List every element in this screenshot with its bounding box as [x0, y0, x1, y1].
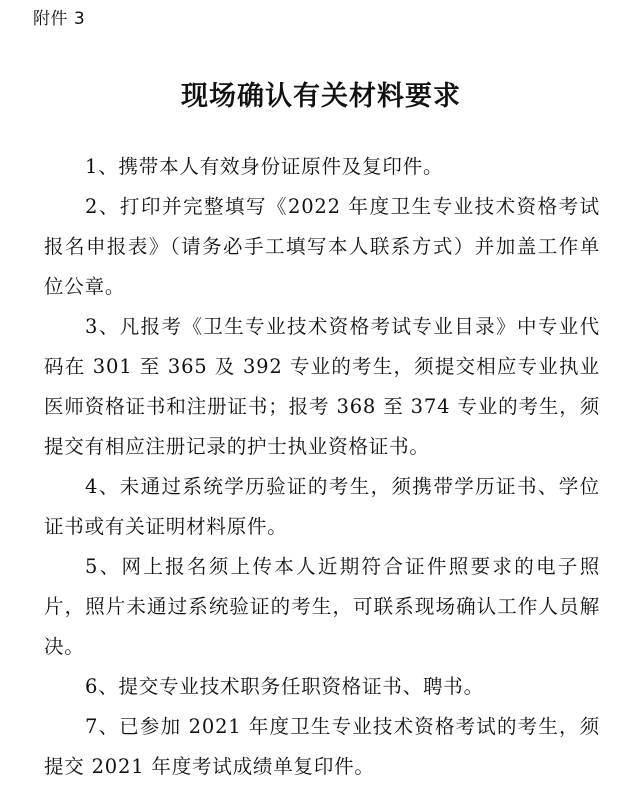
requirement-item-5: 5、网上报名须上传本人近期符合证件照要求的电子照片，照片未通过系统验证的考生，可联系现场确认工作人员解决。: [44, 555, 600, 658]
requirement-item-6: 6、提交专业技术职务任职资格证书、聘书。: [85, 675, 484, 698]
requirement-item-3: 3、凡报考《卫生专业技术资格考试专业目录》中专业代码在 301 至 365 及 392 专业的考生，须提交相应专业执业医师资格证书和注册证书；报考 368 至 374 专业的考生，须提交有相应注册记录的护士执业资格证书。: [44, 315, 600, 458]
requirement-item-2: 2、打印并完整填写《2022 年度卫生专业技术资格考试报名申报表》（请务必手工填写本人联系方式）并加盖工作单位公章。: [44, 195, 600, 298]
document-title: 现场确认有关材料要求: [181, 81, 461, 112]
requirement-item-7: 7、已参加 2021 年度卫生专业技术资格考试的考生，须提交 2021 年度考试成绩单复印件。: [44, 715, 600, 778]
attachment-label: 附件 3: [33, 9, 86, 29]
requirement-item-4: 4、未通过系统学历验证的考生，须携带学历证书、学位证书或有关证明材料原件。: [44, 475, 600, 538]
requirement-item-1: 1、携带本人有效身份证原件及复印件。: [85, 155, 444, 178]
requirements-list: [44, 147, 600, 787]
